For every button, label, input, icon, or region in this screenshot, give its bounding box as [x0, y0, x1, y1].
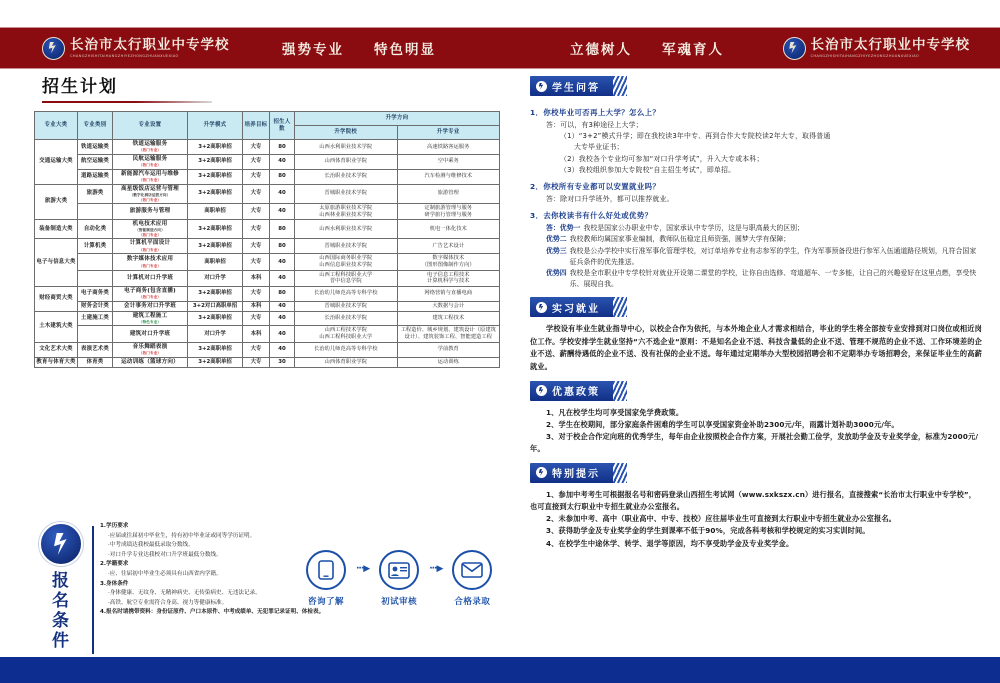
cell-number: 80 — [270, 169, 295, 184]
employment-section — [530, 297, 982, 373]
cell-goal: 大专 — [243, 169, 270, 184]
notice-section — [530, 463, 982, 550]
notice-item: 4、在校学生中途休学、转学、退学等原因，均不享受助学金及专业奖学金。 — [546, 538, 794, 548]
notice-item: 1、参加中考考生可根据报名号和密码登录山西招生考试网（www.sxkszx.cn）进行报名，直接搜索“长治市太行职业中专学校”，也可直接到太行职业中专招生就业办公室报名。 — [530, 489, 977, 511]
cell-goal: 大专 — [243, 154, 270, 169]
cell-category: 交通运输大类 — [35, 140, 78, 185]
table-row — [35, 342, 500, 357]
major-tag: （热门专业） — [138, 233, 162, 238]
flow-step-label: 咨询了解 — [307, 597, 344, 607]
major-tag: （热门专业） — [138, 247, 162, 252]
qa-question: 3．去你校读书有什么好处或优势？ — [530, 211, 653, 221]
table-row — [35, 357, 500, 367]
application-flow — [300, 550, 505, 607]
cell-goal: 本科 — [243, 301, 270, 311]
cell-goal: 大专 — [243, 239, 270, 254]
cell-mode: 对口升学 — [188, 326, 243, 342]
cell-destination: 学前教育 — [397, 342, 500, 357]
advantage-row — [546, 268, 982, 290]
cell-goal: 大专 — [243, 254, 270, 270]
notice-list — [530, 489, 982, 550]
cell-school: 山西体育职业学院 — [295, 357, 398, 367]
cell-goal: 大专 — [243, 286, 270, 301]
page-title: 招生计划 — [42, 77, 118, 97]
tab-slash-decor — [613, 381, 627, 401]
cell-mode: 3+2高职单招 — [188, 311, 243, 326]
enrollment-plan-table — [34, 111, 500, 368]
employment-section-tab — [530, 297, 614, 317]
cell-subcategory: 道路运输类 — [78, 169, 113, 184]
major-tag: （热门专业） — [138, 178, 162, 183]
cell-mode: 3+2高职单招 — [188, 154, 243, 169]
advantage-value: 我校是公办学校中实行准军事化管理学校，对订单培养专业有志参军的学生，作为军事预备役进行参军入伍通道路径规划，凡符合国家征兵条件的优先推送。 — [569, 246, 977, 266]
cell-subcategory: 财务会计类 — [78, 301, 113, 311]
cell-major: 新能源汽车运用与维修 （热门专业） — [113, 169, 188, 184]
th-category: 专业大类 — [35, 112, 78, 140]
cell-number: 40 — [270, 301, 295, 311]
tab-slash-decor — [613, 297, 627, 317]
cell-destination: 高速铁路客运服务 — [397, 140, 500, 155]
cell-number: 80 — [270, 220, 295, 239]
cell-mode: 高职单招 — [188, 254, 243, 270]
th-goal: 培养目标 — [243, 112, 270, 140]
policy-tab-label: 优惠政策 — [552, 387, 600, 399]
requirement-bullet: ·身体健康、无纹身、无精神病史、无传染病史、无违法记录。 — [108, 590, 261, 597]
cell-destination: 旅游管理 — [397, 184, 500, 203]
th-mode: 升学模式 — [188, 112, 243, 140]
cell-destination: 机电一体化技术 — [397, 220, 500, 239]
cell-school: 山西水利职业技术学院 — [295, 220, 398, 239]
cell-mode: 3+2对口高职单招 — [188, 301, 243, 311]
notice-section-tab — [530, 463, 614, 483]
apply-conditions-section — [0, 520, 510, 660]
cell-destination: 运动训练 — [397, 357, 500, 367]
slogan-1: 强势专业 — [282, 42, 344, 58]
table-row — [35, 184, 500, 203]
requirement-bullet: ·对口升学专业达我校对口升学班最低分数线。 — [108, 551, 222, 558]
cell-major: 建筑工程施工 （特色专业） — [113, 311, 188, 326]
emblem-icon — [536, 81, 547, 92]
advantage-row — [546, 234, 982, 245]
cell-major: 数字媒体技术应用 （热门专业） — [113, 254, 188, 270]
table-row — [35, 311, 500, 326]
table-row — [35, 140, 500, 155]
emblem-icon — [536, 302, 547, 313]
qa-answer-line: 答：可以，有3种途径上大学； — [546, 121, 643, 129]
apply-badge — [38, 522, 84, 651]
school-seal-icon-right — [783, 37, 806, 60]
policy-list — [530, 407, 982, 456]
qa-answer — [546, 120, 982, 176]
advantage-key: 答：优势一 — [546, 224, 581, 233]
major-tag: （热门专业） — [138, 295, 162, 300]
cell-school: 长治职业技术学院 — [295, 169, 398, 184]
cell-number: 40 — [270, 154, 295, 169]
advantage-key: 优势二 — [546, 235, 567, 244]
cell-subcategory — [78, 326, 113, 342]
school-emblem-icon — [39, 522, 83, 566]
right-column — [530, 76, 982, 557]
cell-category: 财经商贸大类 — [35, 286, 78, 311]
flow-step — [300, 550, 352, 607]
cell-major: 高星级饭店运营与管理 （数字化酒店运营方向） （热门专业） — [113, 184, 188, 203]
cell-mode: 3+2高职单招 — [188, 184, 243, 203]
cell-destination: 工程造价、城乡规划、建筑设计（原建筑设计）、建筑装饰工程、智能建造工程 — [397, 326, 500, 342]
requirement-bullet: ·应、往届初中毕业生必须具有山西省内学籍。 — [108, 571, 222, 578]
qa-question: 1．你校毕业可否再上大学？怎么上？ — [530, 108, 661, 117]
cell-mode: 3+2高职单招 — [188, 169, 243, 184]
brand-name-cn: 长治市太行职业中专学校 — [70, 36, 230, 53]
apply-badge-label: 报 名 条 件 — [52, 571, 70, 652]
qa-answer-line: 答：除对口升学班外，都可以推荐就业。 — [546, 194, 674, 203]
advantage-row — [546, 223, 982, 234]
cell-mode: 对口升学 — [188, 270, 243, 286]
cell-subcategory: 表演艺术类 — [78, 342, 113, 357]
requirement-heading: 3.身体条件 — [100, 580, 129, 587]
advantage-row — [546, 246, 982, 268]
left-column — [0, 72, 510, 368]
qa-content — [530, 107, 982, 290]
table-row — [35, 239, 500, 254]
title-underline — [42, 101, 212, 103]
cell-goal: 大专 — [243, 220, 270, 239]
cell-number: 40 — [270, 342, 295, 357]
cell-subcategory: 土建施工类 — [78, 311, 113, 326]
cell-destination: 建筑工程技术 — [397, 311, 500, 326]
cell-school: 太原旅游职业技术学院 山西林业职业技术学院 — [295, 203, 398, 219]
cell-major: 机电技术应用 （智能制造方向） （热门专业） — [113, 220, 188, 239]
table-row — [35, 169, 500, 184]
policy-section — [530, 381, 982, 456]
advantage-value: 我校教师均属国家事业编制，教师队伍稳定且师资强，圆梦大学有保障； — [569, 235, 791, 244]
table-row — [35, 254, 500, 270]
table-row — [35, 301, 500, 311]
cell-major: 民航运输服务 （热门专业） — [113, 154, 188, 169]
cell-goal: 本科 — [243, 326, 270, 342]
cell-major: 运动训练（篮球方向） — [113, 357, 188, 367]
cell-goal: 大专 — [243, 342, 270, 357]
cell-category: 文化艺术大类 — [35, 342, 78, 357]
th-school: 升学院校 — [295, 126, 398, 140]
employment-paragraph — [530, 323, 982, 373]
cell-subcategory: 自动化类 — [78, 220, 113, 239]
emblem-icon — [536, 385, 547, 396]
cell-subcategory — [78, 254, 113, 270]
notice-item: 3、获得助学金及专业奖学金的学生到课率不低于90%，完成各科考核和学校规定的实习实训时间。 — [546, 526, 870, 536]
cell-subcategory: 体育类 — [78, 357, 113, 367]
major-note: （数字化酒店运营方向） — [129, 192, 171, 197]
table-row — [35, 220, 500, 239]
slogan-group-right — [570, 38, 724, 58]
cell-school: 山西水利职业技术学院 — [295, 140, 398, 155]
slogan-3: 立德树人 — [570, 42, 632, 58]
cell-school: 山西体育职业学院 — [295, 154, 398, 169]
cell-number: 40 — [270, 326, 295, 342]
cell-subcategory: 旅游类 — [78, 184, 113, 203]
cell-destination: 大数据与会计 — [397, 301, 500, 311]
cell-major: 会计事务对口升学班 — [113, 301, 188, 311]
cell-category: 旅游大类 — [35, 184, 78, 220]
notice-tab-label: 特别提示 — [552, 469, 600, 481]
school-seal-icon — [42, 37, 65, 60]
qa-answer-line: （1）“3+2”模式升学；即在我校读3年中专、再到合作大专院校读2年大专，取得普通 — [560, 132, 831, 141]
cell-number: 40 — [270, 311, 295, 326]
advantage-key: 优势三 — [546, 246, 567, 255]
table-row — [35, 203, 500, 219]
cell-category: 土木建筑大类 — [35, 311, 78, 342]
cell-number: 80 — [270, 286, 295, 301]
qa-tab-label: 学生问答 — [552, 82, 600, 94]
cell-school: 长治幼儿师范高等专科学校 — [295, 342, 398, 357]
cell-school: 长治职业技术学院 — [295, 311, 398, 326]
qa-section — [530, 76, 982, 290]
slogan-2: 特色明显 — [374, 42, 436, 58]
notice-item: 2、未参加中考、高中（职业高中、中专、技校）应往届毕业生可直接到太行职业中专招生就业办公室报名。 — [546, 514, 897, 524]
cell-major: 铁道运输服务 （热门专业） — [113, 140, 188, 155]
cell-goal: 大专 — [243, 184, 270, 203]
cell-school: 山西国际商务职业学院 山西信息职业技术学院 — [295, 254, 398, 270]
cell-mode: 3+2高职单招 — [188, 239, 243, 254]
cell-destination: 网络营销与直播电商 — [397, 286, 500, 301]
major-tag: （热门专业） — [138, 163, 162, 168]
major-tag: （热门专业） — [138, 263, 162, 268]
major-tag: （特色专业） — [138, 320, 162, 325]
table-row — [35, 154, 500, 169]
cell-mode: 3+2高职单招 — [188, 286, 243, 301]
cell-mode: 3+2高职单招 — [188, 140, 243, 155]
table-body — [35, 140, 500, 368]
cell-major: 电子商务(包含直播) （热门专业） — [113, 286, 188, 301]
employment-tab-label: 实习就业 — [552, 303, 600, 315]
policy-item: 2、学生在校期间，部分家庭条件困难的学生可以享受国家资金补助2300元/年，雨露计划补助3000元/年。 — [546, 419, 899, 429]
policy-section-tab — [530, 381, 614, 401]
cell-mode: 3+2高职单招 — [188, 220, 243, 239]
id-card-icon — [379, 550, 419, 590]
cell-major: 建筑对口升学班 — [113, 326, 188, 342]
advantage-value: 我校是全市职业中专学校针对就业开设第二课堂的学校，让你自由选修、弯道超车、一专多能，让自己的兴趣爱好在这里点燃，享受快乐、展现自我。 — [569, 268, 977, 289]
cell-subcategory — [78, 270, 113, 286]
cell-destination: 广告艺术设计 — [397, 239, 500, 254]
cell-major: 计算机平面设计 （热门专业） — [113, 239, 188, 254]
cell-number: 40 — [270, 184, 295, 203]
qa-answer — [546, 194, 982, 205]
cell-school: 山西工程科技职业大学 晋中信息学院 — [295, 270, 398, 286]
cell-subcategory: 计算机类 — [78, 239, 113, 254]
emblem-icon — [536, 467, 547, 478]
apply-divider — [92, 526, 94, 654]
envelope-icon — [452, 550, 492, 590]
cell-destination: 汽车检测与维修技术 — [397, 169, 500, 184]
phone-icon — [306, 550, 346, 590]
qa-section-tab — [530, 76, 614, 96]
cell-destination: 数字媒体技术 （图形图像制作方向） — [397, 254, 500, 270]
qa-question: 2．你校所有专业都可以安置就业吗？ — [530, 181, 661, 191]
table-header-row-1 — [35, 112, 500, 126]
slogan-4: 军魂育人 — [662, 42, 724, 58]
major-tag: （热门专业） — [138, 197, 162, 202]
cell-category: 装备制造大类 — [35, 220, 78, 239]
cell-number: 40 — [270, 254, 295, 270]
cell-category: 教育与体育大类 — [35, 357, 78, 367]
cell-subcategory: 铁道运输类 — [78, 140, 113, 155]
top-banner — [0, 27, 1000, 69]
cell-school: 晋城职业技术学院 — [295, 184, 398, 203]
cell-subcategory: 电子商务类 — [78, 286, 113, 301]
table-row — [35, 326, 500, 342]
cell-school: 晋城职业技术学院 — [295, 239, 398, 254]
cell-major: 音乐舞蹈表演 （热门专业） — [113, 342, 188, 357]
cell-goal: 大专 — [243, 203, 270, 219]
cell-mode: 3+2高职单招 — [188, 357, 243, 367]
requirement-bullet: ·应届或往届初中毕业生，持有初中毕业证或同等学历证明。 — [108, 532, 256, 539]
cell-goal: 本科 — [243, 270, 270, 286]
brand-name-en: CHANGZHISHITAIHANGZHIYEZHONGZHUANXUEXIAO — [70, 54, 179, 59]
major-tag: （热门专业） — [138, 148, 162, 153]
qa-answer-line: （2）我校各个专业均可参加“对口升学考试”，升入大专或本科； — [560, 154, 764, 163]
cell-subcategory — [78, 203, 113, 219]
th-direction: 升学方向 — [295, 112, 500, 126]
cell-number: 40 — [270, 203, 295, 219]
th-major: 专业设置 — [113, 112, 188, 140]
cell-goal: 大专 — [243, 311, 270, 326]
flow-step-label: 合格录取 — [454, 597, 491, 607]
major-tag: （热门专业） — [138, 351, 162, 356]
cell-major: 旅游服务与管理 — [113, 203, 188, 219]
table-row — [35, 270, 500, 286]
cell-subcategory: 航空运输类 — [78, 154, 113, 169]
cell-number: 80 — [270, 140, 295, 155]
advantage-value: 我校是国家公办职业中专，国家承认中专学历，这是与职高最大的区别； — [583, 224, 804, 233]
requirement-bullet: ·中考成绩达我校最低录取分数线。 — [108, 542, 194, 549]
cell-school: 晋城职业技术学院 — [295, 301, 398, 311]
cell-goal: 大专 — [243, 140, 270, 155]
th-destination: 升学专业 — [397, 126, 500, 140]
cell-number: 80 — [270, 239, 295, 254]
advantage-key: 优势四 — [546, 268, 567, 277]
slogan-group-left — [282, 38, 436, 58]
requirement-bullet: ·高铁、航空专业需符合身高、视力等健康标准。 — [108, 599, 228, 606]
cell-category: 电子与信息大类 — [35, 239, 78, 286]
requirement-heading: 4.报名时请携带资料：身份证原件、户口本原件、中考成绩单、无犯罪记录证明、体检表。 — [100, 609, 325, 616]
cell-major: 计算机对口升学班 — [113, 270, 188, 286]
cell-mode: 3+2高职单招 — [188, 342, 243, 357]
policy-item: 3、对于校企合作定向班的优秀学生，每年由企业按照校企合作方案，开展社会勤工俭学，发放助学金及专业奖学金，标准为2000元/年。 — [530, 432, 979, 454]
major-note: （智能制造方向） — [135, 228, 165, 233]
requirement-heading: 2.学籍要求 — [100, 561, 129, 568]
brand-name-en-right: CHANGZHISHITAIHANGZHIYEZHONGZHUANXUEXIAO — [810, 54, 920, 59]
flow-step — [446, 550, 498, 607]
footer-bar — [0, 657, 1000, 683]
tab-slash-decor — [613, 463, 627, 483]
table-row — [35, 286, 500, 301]
flow-step — [373, 550, 425, 607]
policy-item: 1、凡在校学生均可享受国家免学费政策。 — [546, 407, 684, 417]
flow-step-label: 初试审核 — [381, 597, 418, 607]
brand-name-cn-right: 长治市太行职业中专学校 — [810, 36, 970, 53]
cell-destination: 空中乘务 — [397, 154, 500, 169]
employment-text: 学校设有毕业生就业指导中心，以校企合作为依托，与本外地企业人才需求相结合，毕业的学生将全部按专业安排到对口岗位或相近岗位工作。学校安排学生就业坚持“六不选企业“原则：不是知名企业不送、科技含量低的企业不送、管理不规范的企业不送、工作环境差的企业不送、薪酬待遇低的企业不送、没有社保的企业不送。每年通过定期举办大型校园招聘会和不定期举办专场招聘会，来保证毕业生的高薪就业。 — [530, 324, 982, 372]
qa-answer-line: 大专毕业证书； — [574, 143, 624, 152]
cell-destination: 定制旅游管理与服务 研学旅行管理与服务 — [397, 203, 500, 219]
table-head — [35, 112, 500, 140]
qa-answer-line: （3）我校组织参加大专院校“自主招生考试”，即单招。 — [560, 165, 736, 174]
th-number: 招生人数 — [270, 112, 295, 140]
flow-arrow-icon: ···▶ — [356, 564, 370, 574]
cell-school: 长治幼儿师范高等专科学校 — [295, 286, 398, 301]
tab-slash-decor — [613, 76, 627, 96]
cell-goal: 大专 — [243, 357, 270, 367]
cell-number: 40 — [270, 270, 295, 286]
cell-mode: 高职单招 — [188, 203, 243, 219]
cell-school: 山西工程技术学院 山西工程科技职业大学 — [295, 326, 398, 342]
cell-number: 30 — [270, 357, 295, 367]
brand-right — [783, 37, 971, 60]
flow-arrow-icon: ···▶ — [429, 564, 443, 574]
cell-destination: 电子信息工程技术 计算机科学与技术 — [397, 270, 500, 286]
th-subcategory: 专业类别 — [78, 112, 113, 140]
brand-left — [42, 37, 230, 60]
requirement-heading: 1.学历要求 — [100, 523, 129, 529]
